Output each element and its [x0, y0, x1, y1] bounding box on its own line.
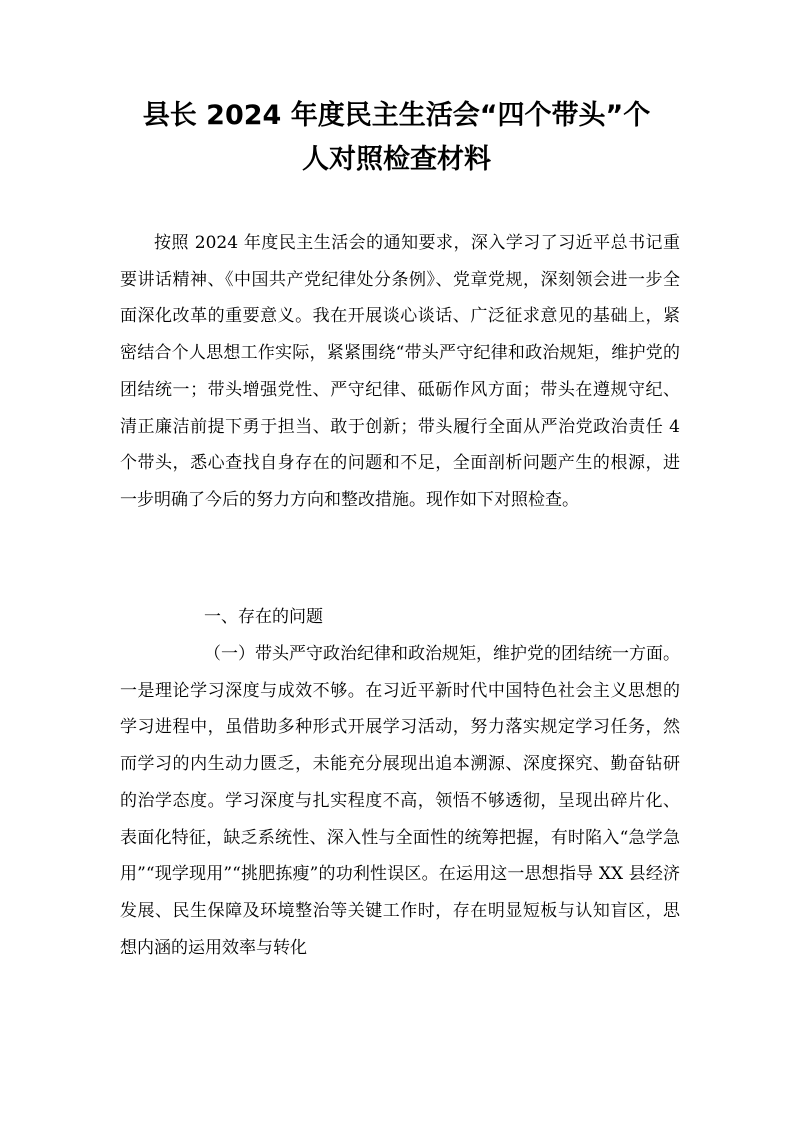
document-title-line-2: 人对照检查材料 — [302, 144, 491, 175]
intro-paragraph: 按照 2024 年度民主生活会的通知要求，深入学习了习近平总书记重要讲话精神、《中国共产党纪律处分条例》、党章党规，深刻领会进一步全面深化改革的重要意义。我在开展谈心谈话、广泛征求意见的基础上，紧密结合个人思想工作实际，紧紧围绕“带头严守纪律和政治规矩，维护党的团结统一；带头增强党性、严守纪律、砥砺作风方面；带头在遵规守纪、清正廉洁前提下勇于担当、敢于创新；带头履行全面从严治党政治责任 4 个带头，悉心查找自身存在的问题和不足，全面剖析问题产生的根源，进一步明确了今后的努力方向和整改措施。现作如下对照检查。 — [120, 233, 680, 510]
section-paragraph: （一）带头严守政治纪律和政治规矩，维护党的团结统一方面。一是理论学习深度与成效不够。在习近平新时代中国特色社会主义思想的学习进程中，虽借助多种形式开展学习活动，努力落实规定学习任务，然而学习的内生动力匮乏，未能充分展现出追本溯源、深度探究、勤奋钻研的治学态度。学习深度与扎实程度不高，领悟不够透彻，呈现出碎片化、表面化特征，缺乏系统性、深入性与全面性的统筹把握，有时陷入“急学急用”“现学现用”“挑肥拣瘦”的功利性误区。在运用这一思想指导 XX 县经济发展、民生保障及环境整治等关键工作时，存在明显短板与认知盲区，思想内涵的运用效率与转化 — [120, 644, 680, 958]
document-title-line-1: 县长 2024 年度民主生活会“四个带头”个 — [142, 100, 651, 131]
section-heading: 一、存在的问题 — [204, 607, 323, 627]
